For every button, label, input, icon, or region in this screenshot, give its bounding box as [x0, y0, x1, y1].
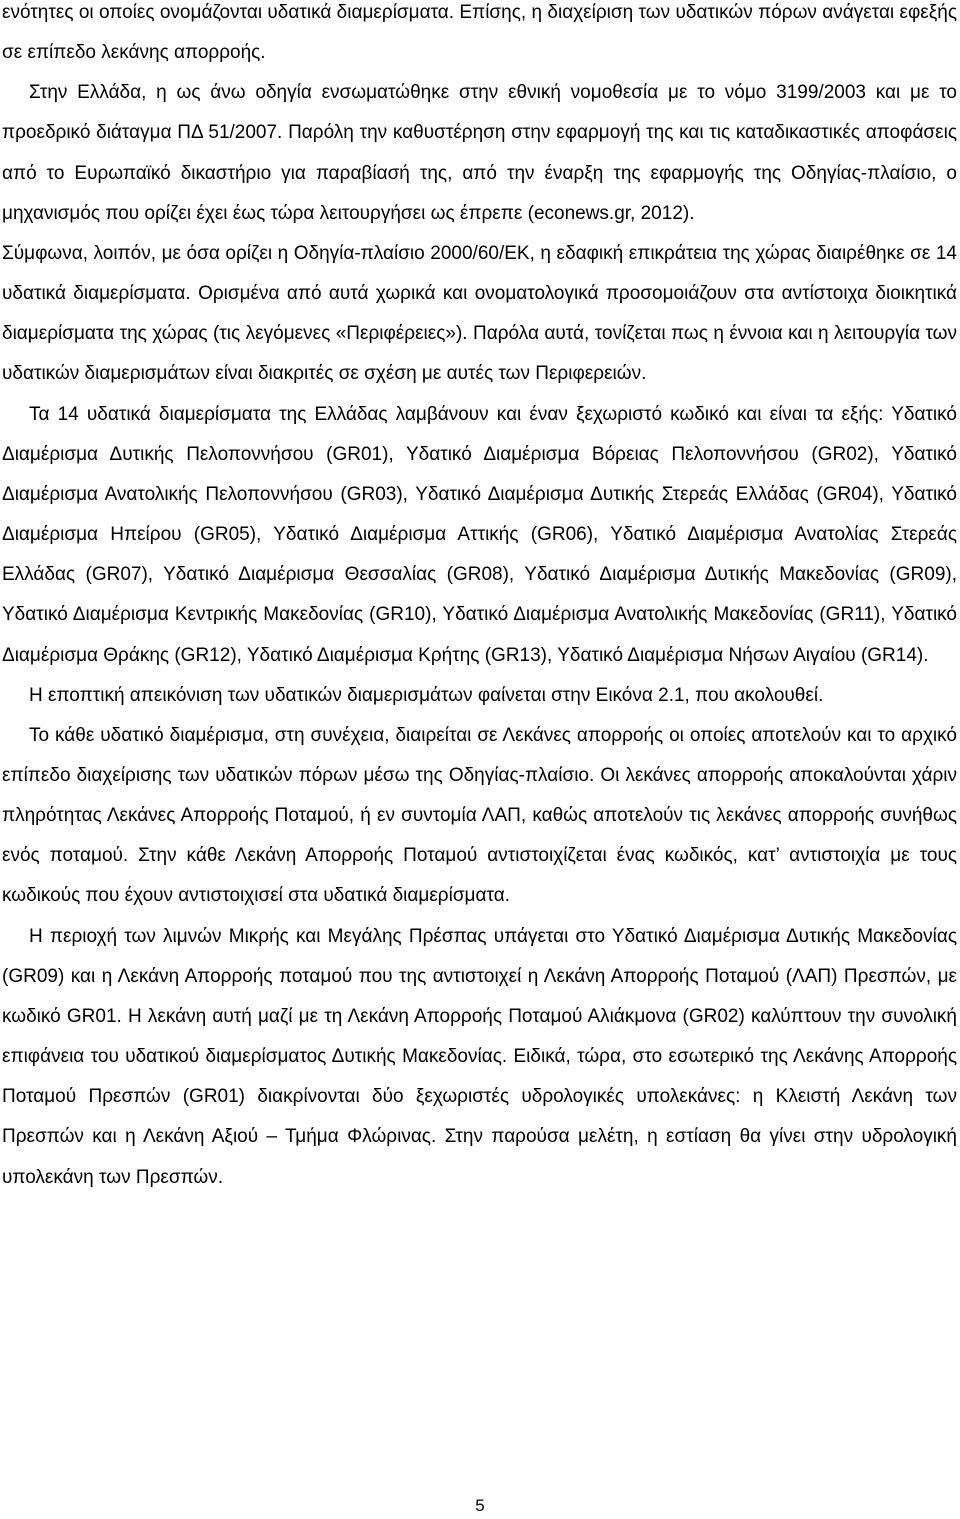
paragraph: Στην Ελλάδα, η ως άνω οδηγία ενσωματώθηκε στην εθνική νομοθεσία με το νόμο 3199/2003 και με το προεδρικό διάταγμα ΠΔ 51/2007. Παρόλη την καθυστέρηση στην εφαρμογή της και τις καταδικαστικές αποφάσεις από το Ευρωπαϊκό δικαστήριο για παραβίασή της, από την έναρξη της εφαρμογής της Οδηγίας-πλαίσιο, ο μηχανισμός που ορίζει έχει έως τώρα λειτουργήσει ως έπρεπε (econews.gr, 2012).: [2, 82, 957, 224]
paragraph: Το κάθε υδατικό διαμέρισμα, στη συνέχεια, διαιρείται σε Λεκάνες απορροής οι οποίες αποτελούν και το αρχικό επίπεδο διαχείρισης των υδατικών πόρων μέσω της Οδηγίας-πλαίσιο. Οι λεκάνες απορροής αποκαλούνται χάριν πληρότητας Λεκάνες Απορροής Ποταμού, ή εν συντομία ΛΑΠ, καθώς αποτελούν τις λεκάνες απορροής συνήθως ενός ποταμού. Στην κάθε Λεκάνη Απορροής Ποταμού αντιστοιχίζεται ένας κωδικός, κατ’ αντιστοιχία με τους κωδικούς που έχουν αντιστοιχισεί στα υδατικά διαμερίσματα.: [2, 724, 957, 907]
paragraph: Η περιοχή των λιμνών Μικρής και Μεγάλης Πρέσπας υπάγεται στο Υδατικό Διαμέρισμα Δυτικής Μακεδονίας (GR09) και η Λεκάνη Απορροής ποταμού που της αντιστοιχεί η Λεκάνη Απορροής Ποταμού (ΛΑΠ) Πρεσπών, με κωδικό GR01. Η λεκάνη αυτή μαζί με τη Λεκάνη Απορροής Ποταμού Αλιάκμονα (GR02) καλύπτουν την συνολική επιφάνεια του υδατικού διαμερίσματος Δυτικής Μακεδονίας. Ειδικά, τώρα, στο εσωτερικό της Λεκάνης Απορροής Ποταμού Πρεσπών (GR01) διακρίνονται δύο ξεχωριστές υδρολογικές υπολεκάνες: η Κλειστή Λεκάνη των Πρεσπών και η Λεκάνη Αξιού – Τμήμα Φλώρινας. Στην παρούσα μελέτη, η εστίαση θα γίνει στην υδρολογική υπολεκάνη των Πρεσπών.: [2, 925, 957, 1188]
paragraph: ενότητες οι οποίες ονομάζονται υδατικά διαμερίσματα. Επίσης, η διαχείριση των υδατικών πόρων ανάγεται εφεξής σε επίπεδο λεκάνης απορροής.: [2, 2, 957, 64]
body-text: [2, 0, 957, 1198]
paragraph: Σύμφωνα, λοιπόν, με όσα ορίζει η Οδηγία-πλαίσιο 2000/60/ΕΚ, η εδαφική επικράτεια της χώρας διαιρέθηκε σε 14 υδατικά διαμερίσματα. Ορισμένα από αυτά χωρικά και ονοματολογικά προσομοιάζουν στα αντίστοιχα διοικητικά διαμερίσματα της χώρας (τις λεγόμενες «Περιφέρειες»). Παρόλα αυτά, τονίζεται πως η έννοια και η λειτουργία των υδατικών διαμερισμάτων είναι διακριτές σε σχέση με αυτές των Περιφερειών.: [2, 242, 957, 385]
paragraph: Τα 14 υδατικά διαμερίσματα της Ελλάδας λαμβάνουν και έναν ξεχωριστό κωδικό και είναι τα εξής: Υδατικό Διαμέρισμα Δυτικής Πελοποννήσου (GR01), Υδατικό Διαμέρισμα Βόρειας Πελοποννήσου (GR02), Υδατικό Διαμέρισμα Ανατολικής Πελοποννήσου (GR03), Υδατικό Διαμέρισμα Δυτικής Στερεάς Ελλάδας (GR04), Υδατικό Διαμέρισμα Ηπείρου (GR05), Υδατικό Διαμέρισμα Αττικής (GR06), Υδατικό Διαμέρισμα Ανατολίας Στερεάς Ελλάδας (GR07), Υδατικό Διαμέρισμα Θεσσαλίας (GR08), Υδατικό Διαμέρισμα Δυτικής Μακεδονίας (GR09), Υδατικό Διαμέρισμα Κεντρικής Μακεδονίας (GR10), Υδατικό Διαμέρισμα Ανατολικής Μακεδονίας (GR11), Υδατικό Διαμέρισμα Θράκης (GR12), Υδατικό Διαμέρισμα Κρήτης (GR13), Υδατικό Διαμέρισμα Νήσων Αιγαίου (GR14).: [2, 403, 957, 666]
paragraph: Η εποπτική απεικόνιση των υδατικών διαμερισμάτων φαίνεται στην Εικόνα 2.1, που ακολουθεί.: [29, 684, 824, 706]
page-number: 5: [475, 1496, 485, 1515]
